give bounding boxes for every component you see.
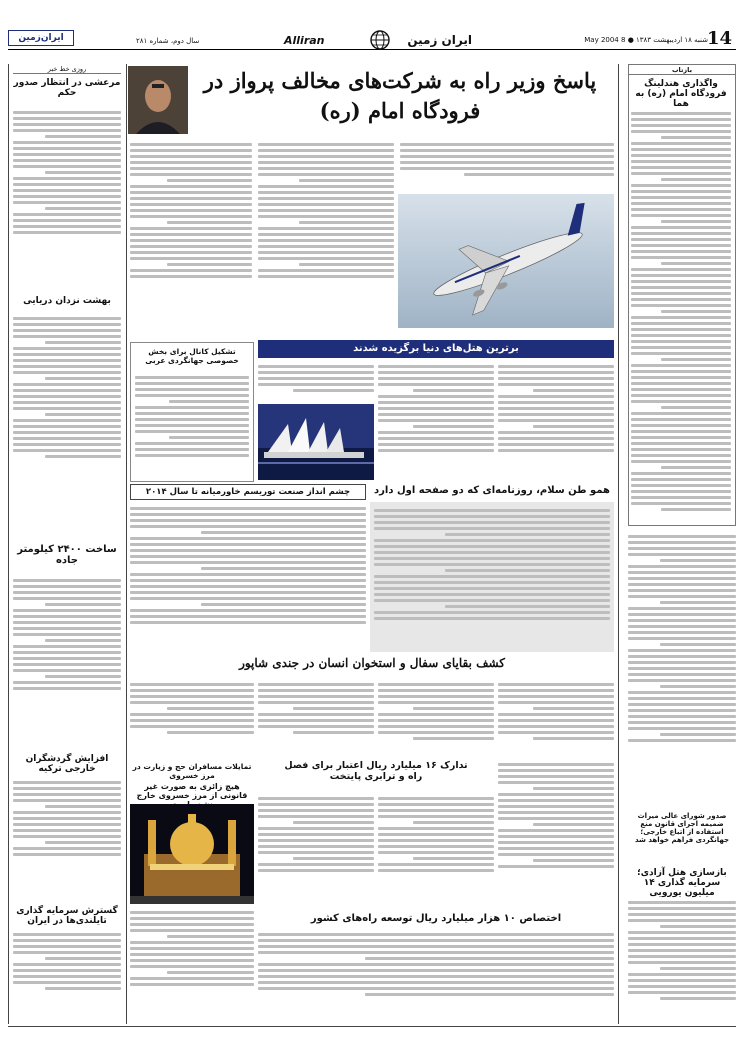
right-column-label: بازتاب: [629, 65, 735, 75]
border-article-head: [130, 762, 254, 798]
right-article1-body: [631, 109, 731, 521]
hotels-col3: [258, 362, 374, 402]
headline-article-intro: [400, 140, 614, 192]
airplane-photo: [398, 194, 614, 328]
funding-title: اختصاص ۱۰ هزار میلیارد ریال توسعه راه‌های کشور: [310, 913, 562, 924]
right-article2-title: بازسازی هتل آزادی؛ سرمایه گذاری ۱۴ میلیون یورویی: [637, 868, 727, 898]
bottom-rule: [8, 1026, 736, 1027]
quarterly-subtitle: راه و ترابری پایتخت: [329, 771, 423, 782]
tourism-ribbon: چشم انداز صنعت توریسم خاورمیانه تا سال ۲۰۱۴: [130, 484, 366, 500]
funding-body: [258, 930, 614, 1020]
clay-col2: [378, 680, 494, 758]
tourism-body: [130, 504, 366, 650]
clay-col1: [498, 680, 614, 758]
middle-article-title: صدور شورای عالی میراث ضمیمه اجرای قانون منع استفاده از اتباع خارجی؛ جهانگردی فراهم خواهد شد: [634, 812, 729, 844]
left-column-label: روزی خط خبر: [13, 64, 121, 74]
left-article2-body: [13, 314, 121, 526]
minister-photo: [128, 66, 188, 134]
right-article1-title: واگذاری هندلینگ فرودگاه امام (ره) به هما: [635, 79, 727, 109]
headline-article-col3: [130, 140, 252, 340]
page-number: 14: [706, 28, 732, 49]
border-title2: هیچ زائری به صورت غیر قانونی از مرز خسروی خارج: [136, 782, 248, 800]
arab-tourism-box: [130, 342, 254, 482]
column-rule-right: [618, 64, 619, 1024]
quarterly-col2: [258, 794, 374, 904]
greeting-title: همو طن سلام، روزنامه‌ای که دو صفحه اول دارد: [374, 485, 610, 496]
right-column-box: [628, 64, 736, 526]
arab-tourism-body: [135, 373, 249, 479]
brand-latin: Alliran: [284, 34, 325, 47]
header-date: شنبه ۱۸ اردیبهشت ۱۳۸۳ ● 8 May 2004: [584, 36, 708, 44]
column-rule-left: [126, 64, 127, 1024]
quarterly-col0: [498, 760, 614, 908]
clay-col4: [130, 680, 254, 758]
left-article4-body: [13, 778, 121, 898]
quarterly-article-head: [258, 760, 494, 790]
left-article5-body: [13, 930, 121, 1020]
left-article1-title: مرعشی در انتظار صدور حکم: [13, 78, 121, 98]
hotels-col2: [378, 362, 494, 482]
plane-caption-rule: [398, 330, 614, 340]
issue-number: سال دوم، شماره ۲۸۱: [136, 37, 200, 45]
hotels-ribbon: [258, 340, 614, 358]
left-article4-title: افزایش گردشگران خارجی ترکیه: [25, 754, 109, 774]
clay-headline: کشف بقایای سفال و استخوان انسان در جندی شاپور: [239, 656, 505, 670]
left-column: [8, 64, 124, 1024]
hotels-ribbon-text: برترین هتل‌های دنیا برگزیده شدند: [258, 340, 614, 358]
hotel-photo: [258, 404, 374, 480]
globe-icon: [370, 30, 390, 50]
hotels-col1: [498, 362, 614, 482]
page-header: [8, 30, 736, 50]
brand-persian: ایران زمین: [407, 33, 472, 47]
left-article3-title: ساخت ۲۴۰۰ کیلومتر جاده: [17, 544, 117, 566]
left-article1-body: [13, 108, 121, 292]
headline-article-col2: [258, 140, 394, 336]
right-article2-body: [628, 898, 736, 1018]
quarterly-col1: [378, 794, 494, 904]
right-column-lower: [628, 532, 736, 812]
masthead: [284, 32, 472, 50]
paper-logo: ایران‌زمین: [8, 30, 74, 46]
clay-col3: [258, 680, 374, 758]
border-title1: تمایلات مسافران حج و زیارت در مرز خسروی: [132, 762, 252, 780]
shrine-photo: [130, 804, 254, 904]
main-headline: پاسخ وزیر راه به شرکت‌های مخالف پرواز در فرودگاه امام (ره): [203, 68, 597, 123]
border-body: [130, 908, 254, 1018]
quarterly-title: تدارک ۱۶ میلیارد ریال اعتبار برای فصل: [284, 760, 468, 771]
left-article3-body: [13, 576, 121, 746]
left-article2-title: بهشت نزدان دریایی: [23, 296, 111, 306]
greeting-box: [370, 502, 614, 652]
arab-tourism-title: تشکیل کانال برای بخش خصوصی جهانگردی عربی: [145, 347, 239, 365]
left-article5-title: گسترش سرمایه گذاری تایلندی‌ها در ایران: [16, 906, 118, 926]
